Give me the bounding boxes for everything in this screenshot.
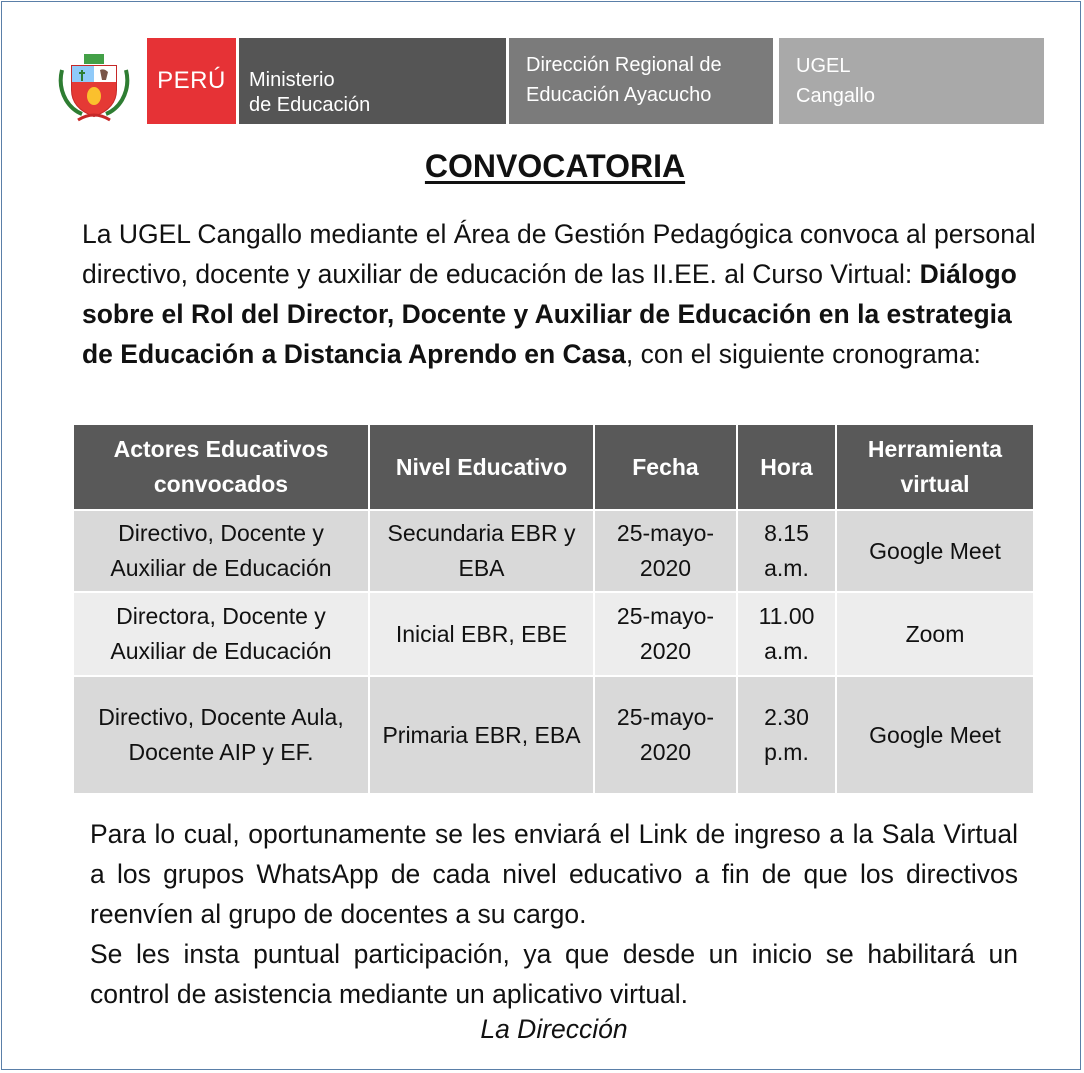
page-title [0,148,1084,185]
ministry-block [239,38,506,124]
cell-level: Inicial EBR, EBE [369,592,594,676]
peru-label: PERÚ [157,67,226,94]
cell-time: 11.00 a.m. [737,592,836,676]
ugel-block [779,38,1044,124]
table-row [73,676,1034,794]
closing-paragraph-1: Para lo cual, oportunamente se les enviará el Link de ingreso a la Sala Virtual a los grupos WhatsApp de cada nivel educativo a fin de que los directivos reenvíen al grupo de docentes a su cargo. [90,819,1018,929]
signature: La Dirección [480,1014,628,1044]
dre-line2: Educación Ayacucho [526,84,712,106]
cell-actors: Directivo, Docente y Auxiliar de Educación [73,510,369,592]
cell-actors: Directivo, Docente Aula, Docente AIP y EF. [73,676,369,794]
intro-text-2: , con el siguiente cronograma: [625,339,981,369]
dre-line1: Dirección Regional de [526,54,722,76]
cell-level: Primaria EBR, EBA [369,676,594,794]
header-actors: Actores Educativos convocados [73,424,369,510]
cell-level: Secundaria EBR y EBA [369,510,594,592]
cell-date: 25-mayo-2020 [594,510,737,592]
title-text: CONVOCATORIA [424,148,686,184]
table-row [73,510,1034,592]
cell-time: 8.15 a.m. [737,510,836,592]
header-tool: Herramienta virtual [836,424,1034,510]
cell-actors: Directora, Docente y Auxiliar de Educación [73,592,369,676]
closing-section [90,814,1018,1014]
table-header-row [73,424,1034,510]
ugel-line1: UGEL [796,55,851,77]
peru-brand-block [147,38,236,124]
cell-date: 25-mayo-2020 [594,592,737,676]
cell-date: 25-mayo-2020 [594,676,737,794]
ministry-line2: de Educación [249,94,371,116]
header-date: Fecha [594,424,737,510]
table-row [73,592,1034,676]
header-level: Nivel Educativo [369,424,594,510]
cell-tool: Google Meet [836,510,1034,592]
cell-time: 2.30 p.m. [737,676,836,794]
ugel-line2: Cangallo [796,85,875,107]
schedule-table [72,423,1035,795]
course-name: Diálogo sobre el Rol del Director, Docente y Auxiliar de Educación en la estrategia de Educación a Distancia Aprendo en Casa [82,259,1017,369]
peru-coat-of-arms-icon [58,44,130,124]
cell-tool: Google Meet [836,676,1034,794]
ministry-line1: Ministerio [249,69,335,91]
intro-text-1: La UGEL Cangallo mediante el Área de Gestión Pedagógica convoca al personal directivo, docente y auxiliar de educación de las II.EE. al Curso Virtual: [82,219,1036,289]
intro-paragraph [82,214,1047,374]
closing-paragraph-2: Se les insta puntual participación, ya que desde un inicio se habilitará un control de asistencia mediante un aplicativo virtual. [90,939,1018,1009]
header-time: Hora [737,424,836,510]
regional-direction-block [509,38,773,124]
cell-tool: Zoom [836,592,1034,676]
